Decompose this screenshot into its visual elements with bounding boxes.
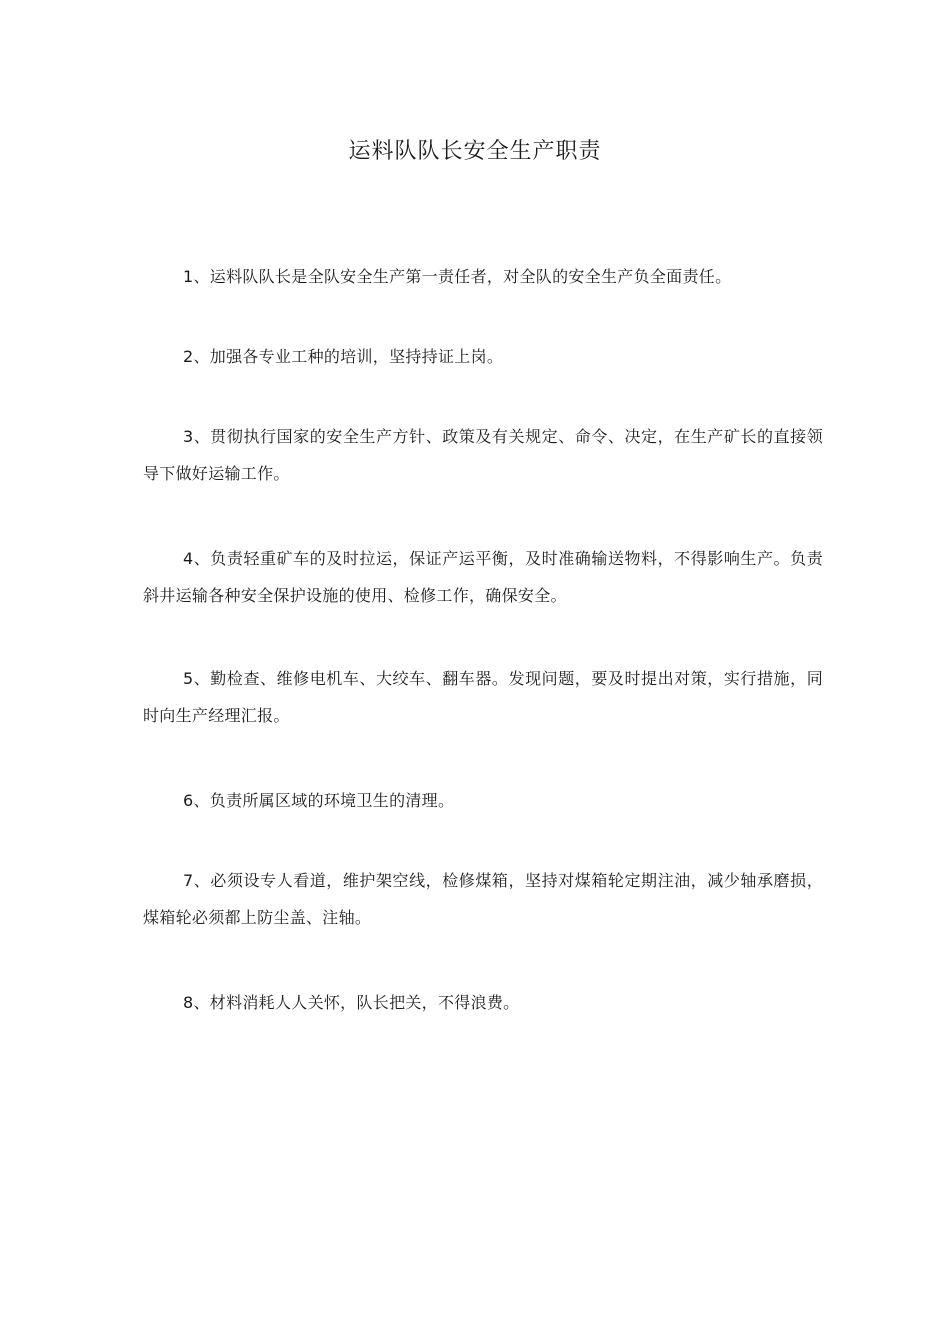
clause-3: 3、贯彻执行国家的安全生产方针、政策及有关规定、命令、决定，在生产矿长的直接领导下做好运输工作。 (143, 427, 823, 483)
document-title: 运料队队长安全生产职责 (348, 139, 602, 164)
clause-7: 7、必须设专人看道，维护架空线，检修煤箱，坚持对煤箱轮定期注油，减少轴承磨损，煤箱轮必须都上防尘盖、注轴。 (143, 871, 823, 927)
clause-8: 8、材料消耗人人关怀，队长把关，不得浪费。 (183, 993, 520, 1012)
clause-1: 1、运料队队长是全队安全生产第一责任者，对全队的安全生产负全面责任。 (183, 267, 732, 286)
clause-6: 6、负责所属区域的环境卫生的清理。 (183, 791, 455, 810)
clause-5: 5、勤检查、维修电机车、大绞车、翻车器。发现问题，要及时提出对策，实行措施，同时向生产经理汇报。 (143, 669, 823, 725)
clause-2: 2、加强各专业工种的培训，坚持持证上岗。 (183, 347, 504, 366)
clause-4: 4、负责轻重矿车的及时拉运，保证产运平衡，及时准确输送物料，不得影响生产。负责斜井运输各种安全保护设施的使用、检修工作，确保安全。 (143, 549, 823, 605)
